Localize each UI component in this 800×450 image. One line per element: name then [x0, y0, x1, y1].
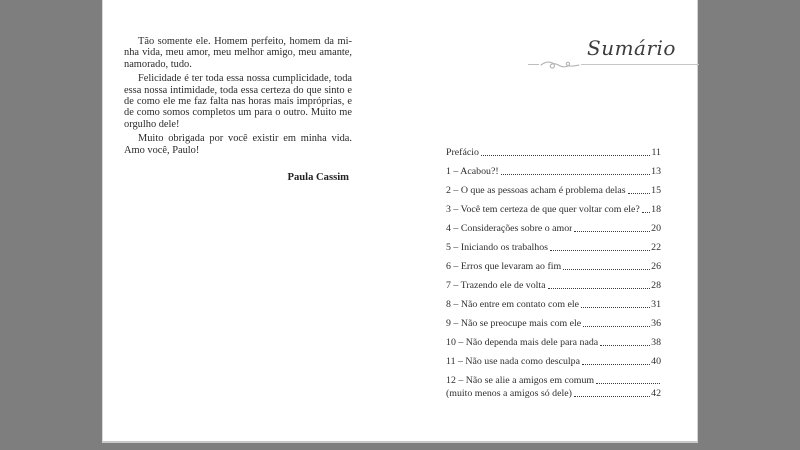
toc-leader: [596, 382, 660, 384]
toc-entry-label: 2 – O que as pessoas acham é problema delas: [446, 185, 626, 196]
toc-leader: [481, 154, 651, 156]
toc-entry: [446, 356, 661, 367]
toc-entry-label: 8 – Não entre em contato com ele: [446, 299, 579, 310]
toc-entry: [446, 261, 661, 272]
toc-leader: [574, 395, 650, 397]
toc-page-number: 11: [651, 147, 661, 158]
page-title: Sumário: [587, 36, 676, 60]
toc-leader: [600, 344, 650, 346]
table-of-contents: [446, 147, 661, 407]
toc-entry: [446, 242, 661, 253]
swirl-ornament-icon: [540, 59, 580, 71]
toc-entry-label: Prefácio: [446, 147, 479, 158]
toc-page-number: 31: [651, 299, 661, 310]
toc-entry-label: 3 – Você tem certeza de que quer voltar com ele?: [446, 204, 640, 215]
toc-leader: [548, 287, 651, 289]
toc-leader: [581, 306, 650, 308]
toc-entry: [446, 318, 661, 329]
dedication-paragraph: Felicidade é ter toda essa nossa cumplicidade, toda essa nossa intimidade, toda essa certeza do que sinto e de como ele me faz falta nas horas mais impróprias, e de como somos completos um para o outro. Muito me orgulho dele!: [124, 73, 352, 130]
toc-entry: [446, 147, 661, 158]
toc-leader: [563, 268, 650, 270]
toc-entry: [446, 299, 661, 310]
toc-entry: [446, 388, 661, 399]
toc-page-number: 38: [651, 337, 661, 348]
toc-leader: [583, 325, 650, 327]
toc-entry-label: (muito menos a amigos só dele): [446, 388, 572, 399]
toc-page-number: 18: [651, 204, 661, 215]
dedication-paragraph: Tão somente ele. Homem perfeito, homem da minha vida, meu amor, meu melhor amigo, meu amante, namorado, tudo.: [124, 36, 352, 70]
toc-entry: [446, 337, 661, 348]
toc-entry: [446, 375, 661, 386]
toc-leader: [501, 173, 650, 175]
toc-entry-label: 12 – Não se alie a amigos em comum: [446, 375, 595, 386]
toc-page-number: 22: [651, 242, 661, 253]
toc-page-number: 36: [651, 318, 661, 329]
toc-entry: [446, 185, 661, 196]
header-rule: [581, 64, 699, 65]
author-signature: Paula Cassim: [287, 172, 349, 184]
toc-leader: [574, 230, 650, 232]
toc-entry-label: 6 – Erros que levaram ao fim: [446, 261, 562, 272]
toc-entry-label: 10 – Não dependa mais dele para nada: [446, 337, 599, 348]
right-page: [401, 0, 699, 441]
flourish-dash: [528, 64, 539, 65]
book-spread: [102, 0, 698, 443]
toc-page-number: 13: [651, 166, 661, 177]
toc-leader: [628, 192, 651, 194]
toc-entry-label: 7 – Trazendo ele de volta: [446, 280, 546, 291]
dedication-text: [124, 36, 352, 183]
toc-page-number: 15: [651, 185, 661, 196]
toc-leader: [642, 211, 650, 213]
dedication-paragraph: Muito obrigada por você existir em minha vida. Amo você, Paulo!: [124, 133, 352, 156]
toc-page-number: 20: [651, 223, 661, 234]
toc-page-number: 26: [651, 261, 661, 272]
toc-page-number: 42: [651, 388, 661, 399]
toc-entry: [446, 166, 661, 177]
toc-entry-label: 1 – Acabou?!: [446, 166, 499, 177]
toc-entry: [446, 204, 661, 215]
toc-entry-label: 4 – Considerações sobre o amor: [446, 223, 573, 234]
toc-entry: [446, 280, 661, 291]
toc-entry-label: 5 – Iniciando os trabalhos: [446, 242, 549, 253]
toc-leader: [582, 363, 650, 365]
header-flourish: [528, 59, 699, 70]
toc-entry: [446, 223, 661, 234]
toc-leader: [550, 249, 650, 251]
toc-entry-label: 11 – Não use nada como desculpa: [446, 356, 581, 367]
toc-page-number: 28: [651, 280, 661, 291]
left-page: [103, 0, 401, 441]
toc-entry-label: 9 – Não se preocupe mais com ele: [446, 318, 582, 329]
toc-page-number: 40: [651, 356, 661, 367]
